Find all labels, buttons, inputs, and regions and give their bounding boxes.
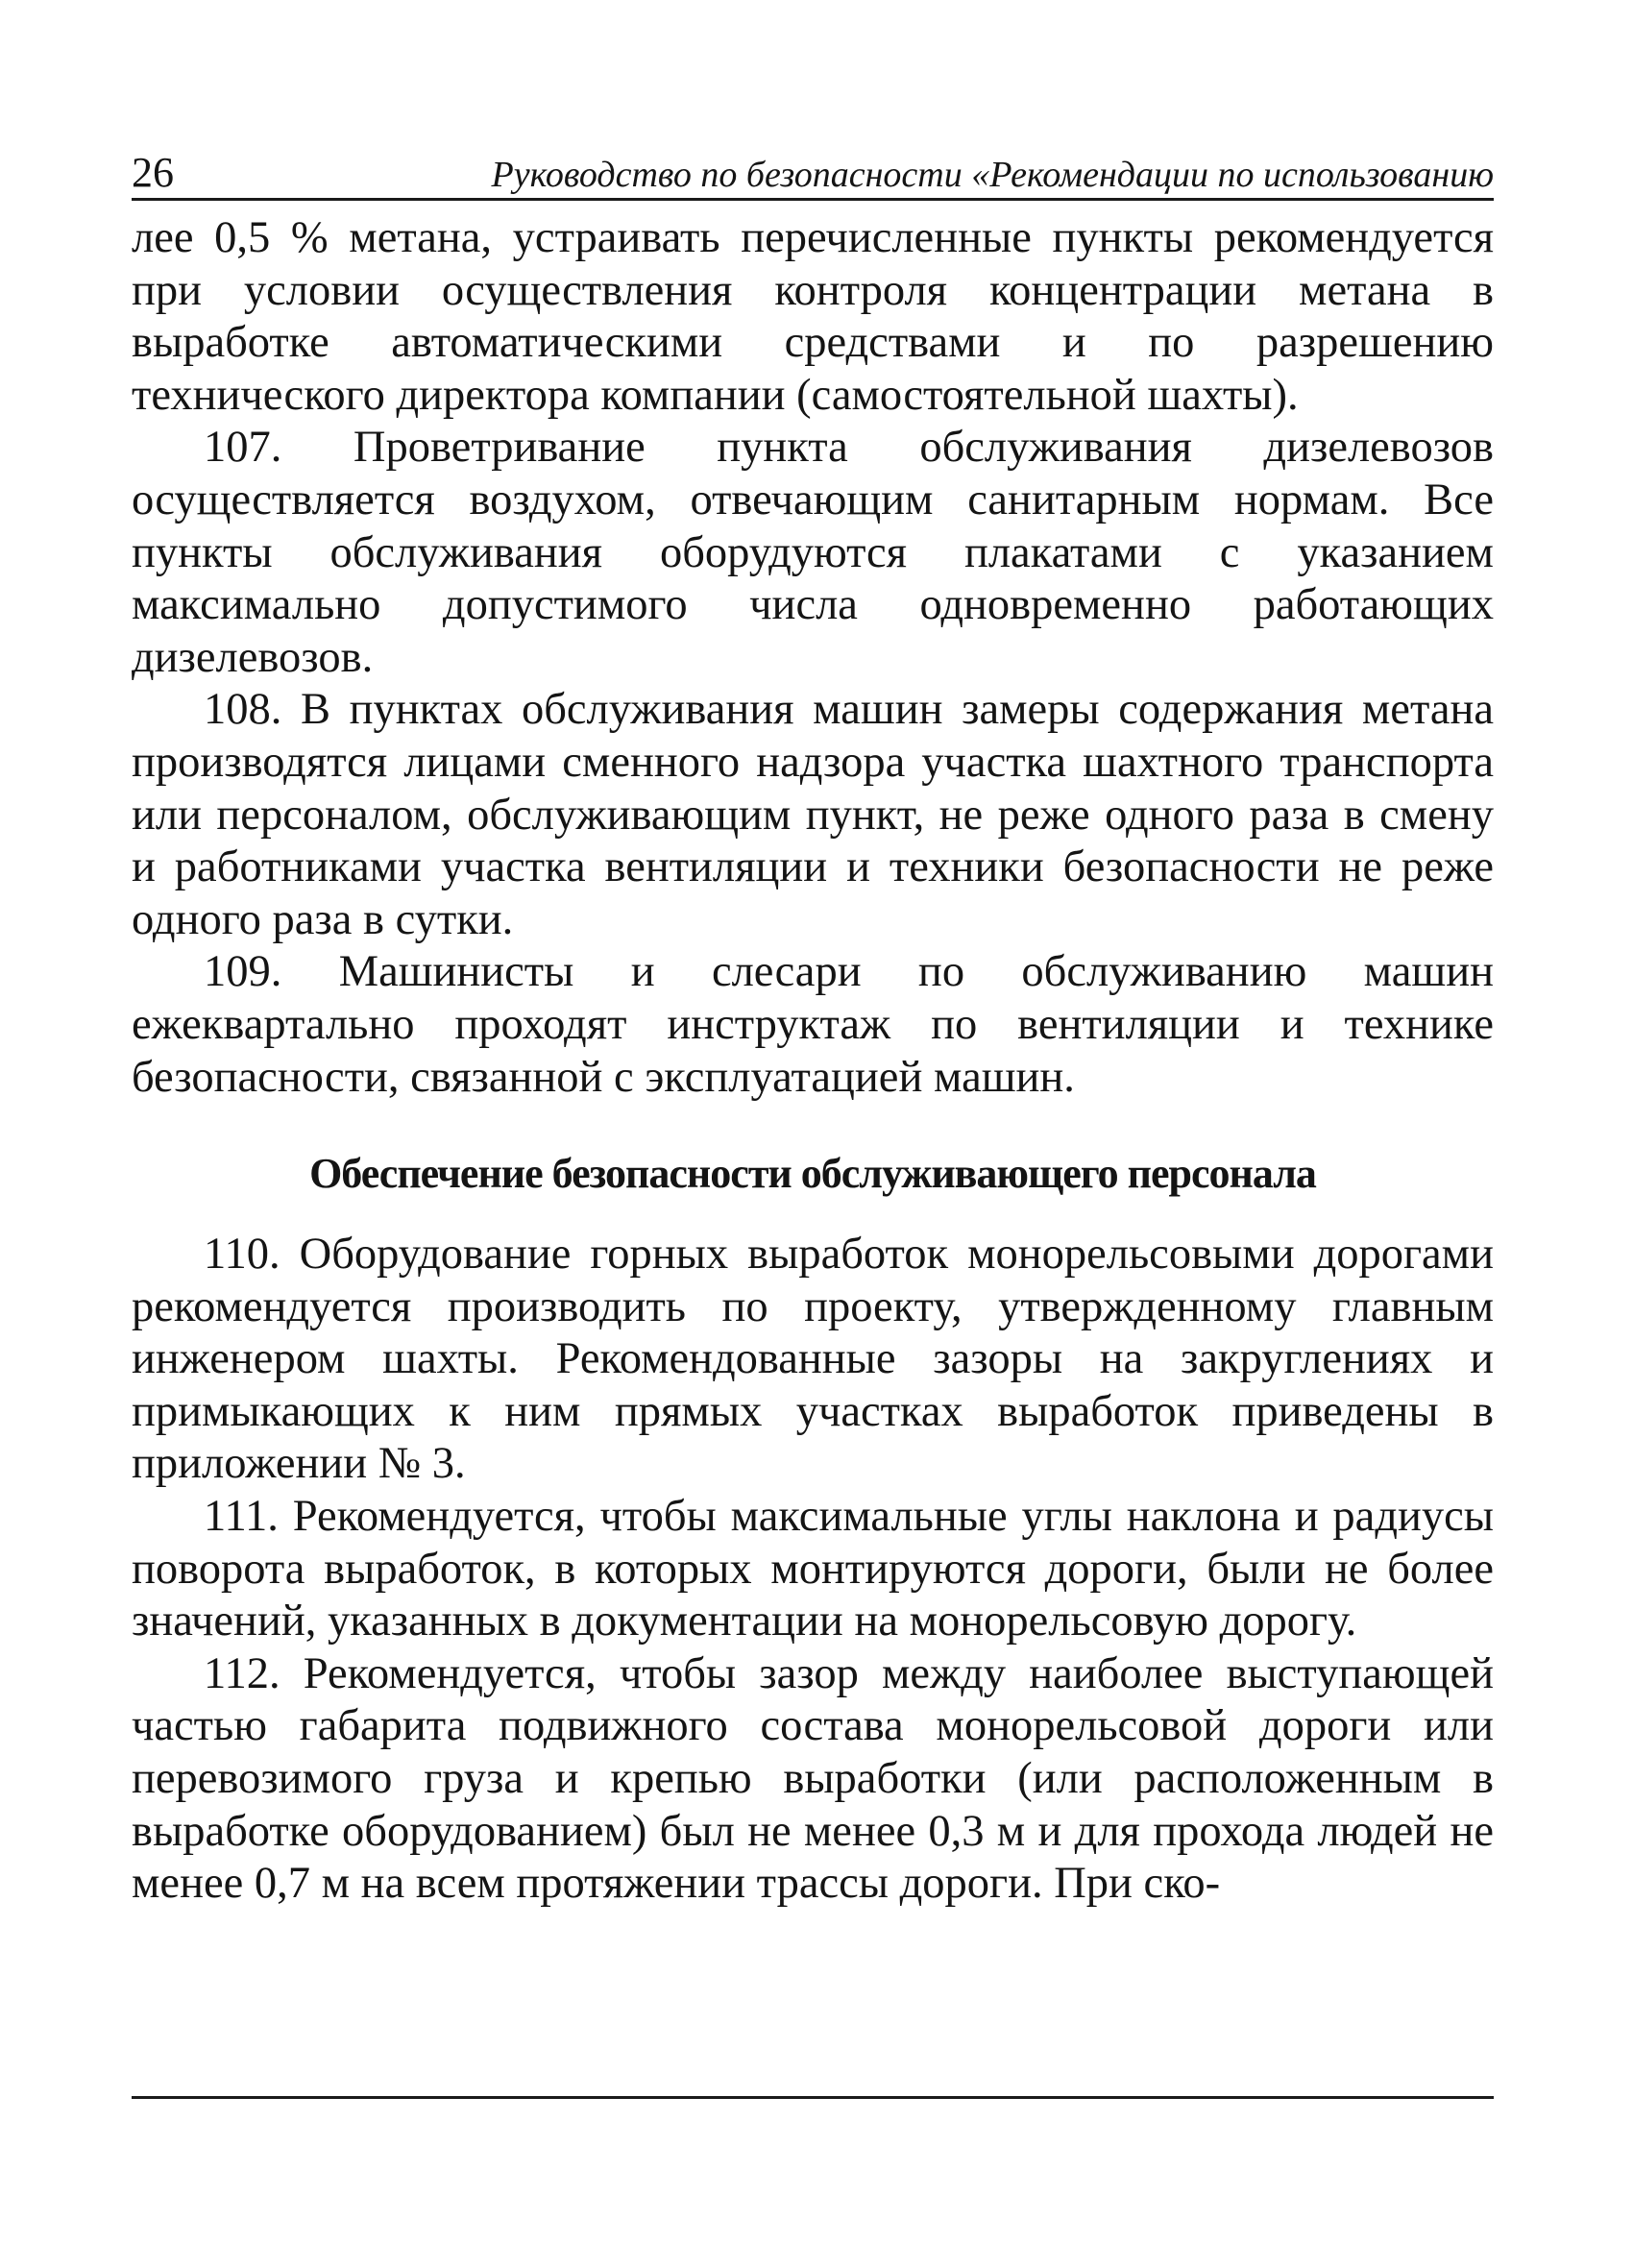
- document-page: [132, 144, 1494, 1911]
- footer-rule: [132, 2096, 1494, 2099]
- running-title: Руководство по безопасности «Рекомендации по использованию: [491, 155, 1494, 195]
- paragraph-107: 107. Проветривание пункта обслуживания дизелевозов осуществляется воздухом, отвечающим санитарным нормам. Все пункты обслуживания оборудуются плакатами с указанием максимально допустимого числа одновременно работающих дизелевозов.: [132, 423, 1494, 682]
- page-header: [132, 144, 1494, 201]
- body-text: [132, 212, 1494, 1911]
- page-number: 26: [132, 149, 174, 196]
- paragraph-110: 110. Оборудование горных выработок монорельсовыми дорогами рекомендуется производить по проекту, утвержденному главным инженером шахты. Рекомендованные зазоры на закруглениях и примыкающих к ним прямых участках выработок приведены в приложении № 3.: [132, 1230, 1494, 1489]
- section-heading: Обеспечение безопасности обслуживающего персонала: [309, 1150, 1316, 1198]
- paragraph-111: 111. Рекомендуется, чтобы максимальные углы наклона и радиусы поворота выработок, в которых монтируются дороги, были не более значений, указанных в документации на монорельсовую дорогу.: [132, 1492, 1494, 1646]
- paragraph-112: 112. Рекомендуется, чтобы зазор между наиболее выступающей частью габарита подвижного состава монорельсовой дороги или перевозимого груза и крепью выработки (или расположенным в выработке оборудованием) был не менее 0,3 м и для прохода людей не менее 0,7 м на всем протяжении трассы дороги. При ско-: [132, 1648, 1494, 1909]
- paragraph-continuation: лее 0,5 % метана, устраивать перечисленные пункты рекомендуется при условии осуществления контроля концентрации метана в выработке автоматическими средствами и по разрешению технического директора компании (самостоятельной шахты).: [132, 213, 1494, 420]
- paragraph-109: 109. Машинисты и слесари по обслуживанию машин ежеквартально проходят инструктаж по вентиляции и технике безопасности, связанной с эксплуатацией машин.: [132, 947, 1494, 1102]
- paragraph-108: 108. В пунктах обслуживания машин замеры содержания метана производятся лицами сменного надзора участка шахтного транспорта или персоналом, обслуживающим пункт, не реже одного раза в смену и работниками участка вентиляции и техники безопасности не реже одного раза в сутки.: [132, 685, 1494, 944]
